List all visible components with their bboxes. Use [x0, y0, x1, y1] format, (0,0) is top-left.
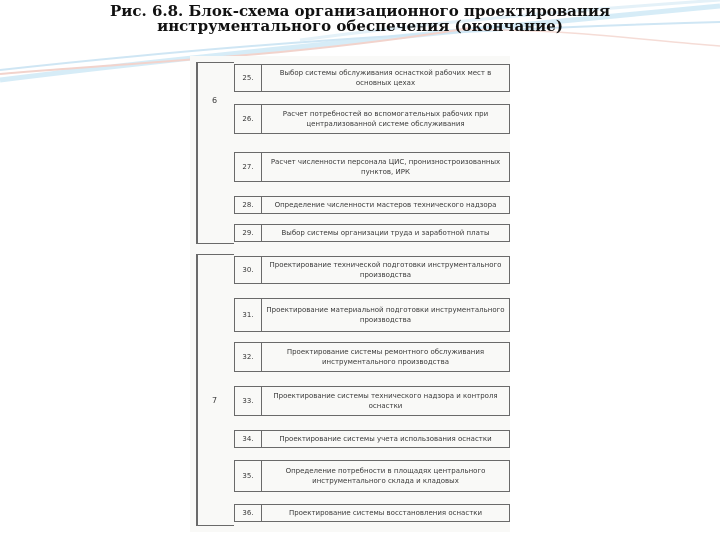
group6-bracket-line — [196, 62, 198, 244]
figure-title-line2: инструментального обеспечения (окончание) — [157, 17, 563, 35]
step-row-27 — [234, 152, 510, 182]
figure-title-line1: Рис. 6.8. Блок-схема организационного проектирования — [109, 2, 611, 20]
group7-bracket-top — [196, 254, 234, 255]
step-number: 30. — [234, 256, 262, 284]
step-text: Проектирование системы ремонтного обслуживания инструментального производства — [262, 342, 510, 372]
step-number: 33. — [234, 386, 262, 416]
step-row-31 — [234, 298, 510, 332]
step-number: 26. — [234, 104, 262, 134]
step-number: 31. — [234, 298, 262, 332]
step-number: 32. — [234, 342, 262, 372]
step-text: Расчет численности персонала ЦИС, пронизностроизованных пунктов, ИРК — [262, 152, 510, 182]
step-text: Выбор системы организации труда и заработной платы — [262, 224, 510, 242]
step-row-34 — [234, 430, 510, 448]
step-text: Проектирование системы восстановления оснастки — [262, 504, 510, 522]
step-text: Определение численности мастеров технического надзора — [262, 196, 510, 214]
step-number: 35. — [234, 460, 262, 492]
step-number: 36. — [234, 504, 262, 522]
step-row-26 — [234, 104, 510, 134]
step-row-33 — [234, 386, 510, 416]
flowchart-scan — [190, 56, 510, 532]
step-number: 34. — [234, 430, 262, 448]
step-row-25 — [234, 64, 510, 92]
step-text: Выбор системы обслуживания оснасткой рабочих мест в основных цехах — [262, 64, 510, 92]
step-row-36 — [234, 504, 510, 522]
step-text: Расчет потребностей во вспомогательных рабочих при централизованной системе обслуживания — [262, 104, 510, 134]
step-text: Проектирование системы учета использования оснастки — [262, 430, 510, 448]
group7-label: 7 — [212, 396, 218, 405]
group7-bracket-line — [196, 254, 198, 526]
step-row-28 — [234, 196, 510, 214]
group6-bracket-top — [196, 62, 234, 63]
step-text: Определение потребности в площадях центрального инструментального склада и кладовых — [262, 460, 510, 492]
group6-bracket-bottom — [196, 243, 234, 244]
step-text: Проектирование технической подготовки инструментального производства — [262, 256, 510, 284]
group7-bracket-bottom — [196, 525, 234, 526]
step-row-29 — [234, 224, 510, 242]
step-number: 28. — [234, 196, 262, 214]
step-number: 27. — [234, 152, 262, 182]
step-number: 29. — [234, 224, 262, 242]
group6-label: 6 — [212, 96, 218, 105]
step-row-35 — [234, 460, 510, 492]
step-text: Проектирование материальной подготовки инструментального производства — [262, 298, 510, 332]
step-row-30 — [234, 256, 510, 284]
step-row-32 — [234, 342, 510, 372]
step-number: 25. — [234, 64, 262, 92]
step-text: Проектирование системы технического надзора и контроля оснастки — [262, 386, 510, 416]
figure-title — [60, 4, 660, 34]
